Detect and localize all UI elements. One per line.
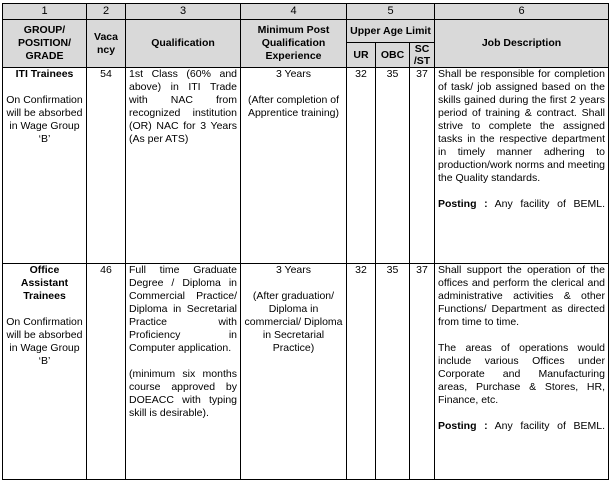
posting-label: Posting : [438,420,488,432]
header-job-description: Job Description [435,20,609,68]
qualification-text: Full time Graduate Degree / Diploma in Commercial Practice/ Diploma in Secretarial Practice with Proficiency in Computer application. [129,264,237,354]
age-obc-value: 35 [376,264,410,480]
experience-note: (After completion of Apprentice training) [247,94,340,119]
qualification-note: (minimum six months course approved by DOEACC with typing skill is desirable). [129,368,237,419]
posting-line [438,198,605,211]
job-description-text: Shall support the operation of the offices and perform the clerical and administrative activities & other Functions/ Department as directed from time to time. [438,264,605,328]
vacancy-value: 54 [87,68,126,264]
position-cell [3,68,87,264]
age-ur-value: 32 [347,68,376,264]
confirmation-note: On Confirmation will be absorbed in Wage Group ‘B’ [6,316,83,367]
column-number: 5 [347,4,435,20]
recruitment-table [2,3,609,480]
column-number: 4 [241,4,347,20]
header-min-experience: Minimum Post Qualification Experience [241,20,347,68]
posting-label: Posting : [438,198,488,210]
vacancy-value: 46 [87,264,126,480]
column-number: 6 [435,4,609,20]
table-row [3,264,609,480]
header-obc: OBC [376,43,410,68]
job-description-text-2: The areas of operations would include various Offices under Corporate and Manufacturing areas, Purchase & Stores, HR, Finance, etc. [438,342,605,406]
header-vacancy-line2: ncy [96,43,116,56]
header-vacancy [87,20,126,68]
column-number: 1 [3,4,87,20]
header-group-position-grade: GROUP/ POSITION/ GRADE [3,20,87,68]
position-title: Office Assistant Trainees [20,264,69,302]
job-description-cell [435,264,609,480]
posting-line [438,420,605,433]
column-number: 2 [87,4,126,20]
age-sc-st-value: 37 [410,264,435,480]
age-ur-value: 32 [347,264,376,480]
qualification-cell [126,68,241,264]
qualification-cell [126,264,241,480]
position-title: ITI Trainees [15,68,74,80]
position-cell [3,264,87,480]
header-sc-st: SC /ST [410,43,435,68]
header-ur: UR [347,43,376,68]
confirmation-note: On Confirmation will be absorbed in Wage Group ‘B’ [6,94,83,145]
posting-text: Any facility of BEML. [494,420,605,432]
experience-years: 3 Years [275,68,312,80]
header-vacancy-line1: Vaca [94,30,118,43]
qualification-text: 1st Class (60% and above) in ITI Trade with NAC from recognized institution (OR) NAC for 3 Years (As per ATS) [129,68,237,145]
column-number-row [3,4,609,20]
experience-note: (After graduation/ Diploma in commercial/ Diploma in Secretarial Practice) [244,290,343,354]
experience-cell [241,264,347,480]
column-number: 3 [126,4,241,20]
header-row [3,20,609,43]
header-qualification: Qualification [126,20,241,68]
posting-text: Any facility of BEML. [494,198,605,210]
age-obc-value: 35 [376,68,410,264]
experience-years: 3 Years [275,264,312,276]
experience-cell [241,68,347,264]
header-upper-age-limit: Upper Age Limit [347,20,435,43]
table-row [3,68,609,264]
job-description-text: Shall be responsible for completion of task/ job assigned based on the skills gained during the first 2 years period of training & contract. Shall strive to complete the assigned tasks in the respective department in timely manner adhering to production/work norms and meeting the Quality standards. [438,68,605,184]
age-sc-st-value: 37 [410,68,435,264]
job-description-cell [435,68,609,264]
